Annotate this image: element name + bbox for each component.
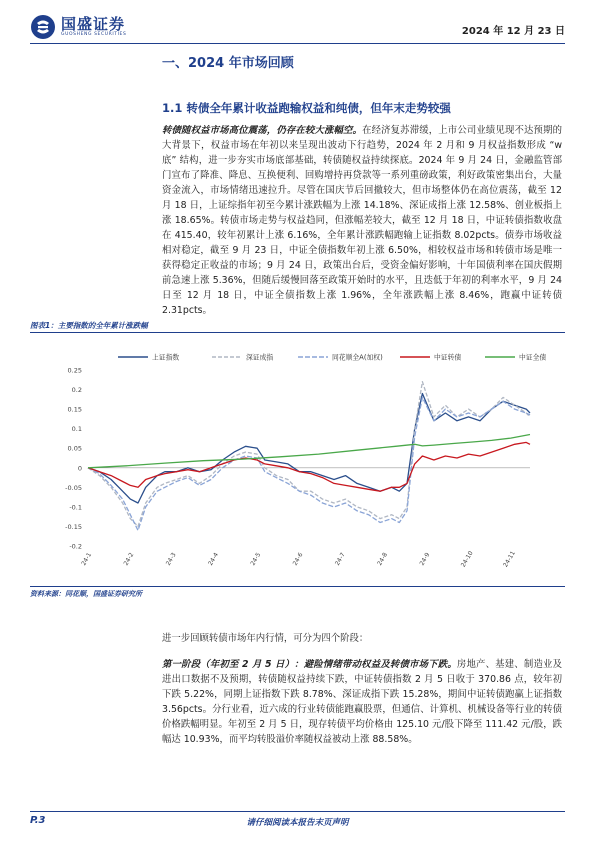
figure-bottom-rule [30,586,565,587]
page-number: P.3 [30,815,46,826]
legend-label-5: 中证全债 [519,353,547,362]
figure-title: 图表1：主要指数的全年累计涨跌幅 [30,321,148,330]
index-returns-chart [30,336,565,584]
logo-name-cn: 国盛证券 [61,15,126,33]
y-tick-label: 0.15 [67,405,82,414]
paragraph-3-text: 房地产、基建、制造业及进出口数据不及预期，转债随权益持续下跌，中证转债指数 2 月 5 日收于 370.86 点，较年初下跌 5.22%，同期上证指数下跌 8.78%、深证成指下跌 15.28%，期间中证转债跑赢上证指数 3.56pcts。分行业看，近六成的行业转债能跑赢股票，但通信、计算机、机械设备等行业的转债价格跌幅明显。年初至 2 月 5 日，现存转债平均价格由 125.10 元/股下降至 111.42 元/股，跌幅达 10.93%，而平均转股溢价率随权益被动上涨 88.58%。 [162,659,562,745]
y-tick-label: 0 [77,464,82,473]
logo-name-en: GUOSHENG SECURITIES [61,32,127,37]
x-tick-label: 24-8 [376,551,390,567]
header-divider [30,43,565,44]
legend-label-4: 中证转债 [434,353,462,362]
body-paragraph-2: 进一步回顾转债市场年内行情，可分为四个阶段： [162,633,369,644]
y-tick-label: -0.1 [69,503,82,512]
logo-icon [30,14,56,40]
series-line-2 [88,382,530,527]
paragraph-1-lead: 转债随权益市场高位震荡，仍存在较大涨幅空。 [162,125,363,136]
x-tick-label: 24-2 [122,551,136,567]
body-paragraph-3 [162,657,562,747]
paragraph-3-lead: 第一阶段（年初至 2 月 5 日）：避险情绪带动权益及转债市场下跌。 [162,659,457,670]
y-tick-label: 0.2 [71,386,82,395]
legend-label-1: 上证指数 [152,353,180,362]
x-tick-label: 24-6 [291,551,305,567]
company-logo [30,14,126,40]
report-date: 2024 年 12 月 23 日 [461,26,565,37]
series-line-1 [88,394,530,504]
y-tick-label: -0.2 [69,542,82,551]
x-tick-label: 24-4 [207,551,220,567]
x-tick-label: 24-7 [333,551,347,567]
y-tick-label: -0.15 [65,522,82,531]
series-line-4 [88,442,530,491]
footer-divider [30,811,565,812]
x-tick-label: 24-3 [164,551,178,567]
x-tick-label: 24-9 [418,551,432,567]
footer-disclaimer: 请仔细阅读本报告末页声明 [246,818,349,828]
section-title: 一、2024 年市场回顾 [162,56,294,71]
paragraph-1-text: 在经济复苏滞缓，上市公司业绩见现不达预期的大背景下，权益市场在年初以来呈现出波动下行趋势，2024 年 2 月和 9 月权益指数形成 “w 底” 结构，进一步夯实市场底部基础，转债随权益持续探底。2024 年 9 月 24 日，金融监管部门宣布了降准、降息、互换便利、回购增持再贷款等一系列重磅政策，利好政策密集出台，大量资金流入，市场情绪迅速拉升。尽管在国庆节后回撤较大，但市场整体仍在高位震荡，截至 12 月 18 日，上证综指年初至今累计涨跌幅为上涨 14.18%、深证成指上涨 12.58%、创业板指上涨 18.65%。转债市场走势与权益趋同，但涨幅差较大，截至 12 月 18 日，中证转债指数收盘在 415.40，较年初累计上涨 6.16%，全年累计涨跌幅跑输上证指数 8.02pcts。债券市场收益相对稳定，截至 9 月 23 日，中证全债指数年初上涨 6.50%，相较权益市场和转债市场是唯一获得稳定正收益的市场；9 月 24 日，政策出台后，受资金偏好影响，十年国债利率在国庆假期前急速上涨 5.36%，但随后缓慢回落至政策开始时的水平，且迭低于年初的利率水平，9 月 24 日至 12 月 18 日，中证全债指数上涨 1.96%，全年涨跌幅上涨 8.46%，跑赢中证转债 2.31pcts。 [162,125,562,316]
figure-top-rule [30,332,565,333]
legend-label-2: 深证成指 [246,353,274,362]
y-tick-label: -0.05 [65,483,82,492]
series-line-5 [88,435,530,468]
x-tick-label: 24-10 [459,549,475,569]
body-paragraph-1 [162,123,562,318]
x-tick-label: 24-1 [80,551,94,567]
legend-label-3: 同花顺全A(加权) [332,353,383,362]
figure-source: 资料来源：同花顺，国盛证券研究所 [30,590,142,598]
y-tick-label: 0.1 [71,425,82,434]
y-tick-label: 0.25 [67,366,82,375]
x-tick-label: 24-5 [249,551,263,567]
y-tick-label: 0.05 [67,444,82,453]
subsection-title: 1.1 转债全年累计收益跑输权益和纯债，但年末走势较强 [162,101,451,115]
x-tick-label: 24-11 [502,549,517,569]
